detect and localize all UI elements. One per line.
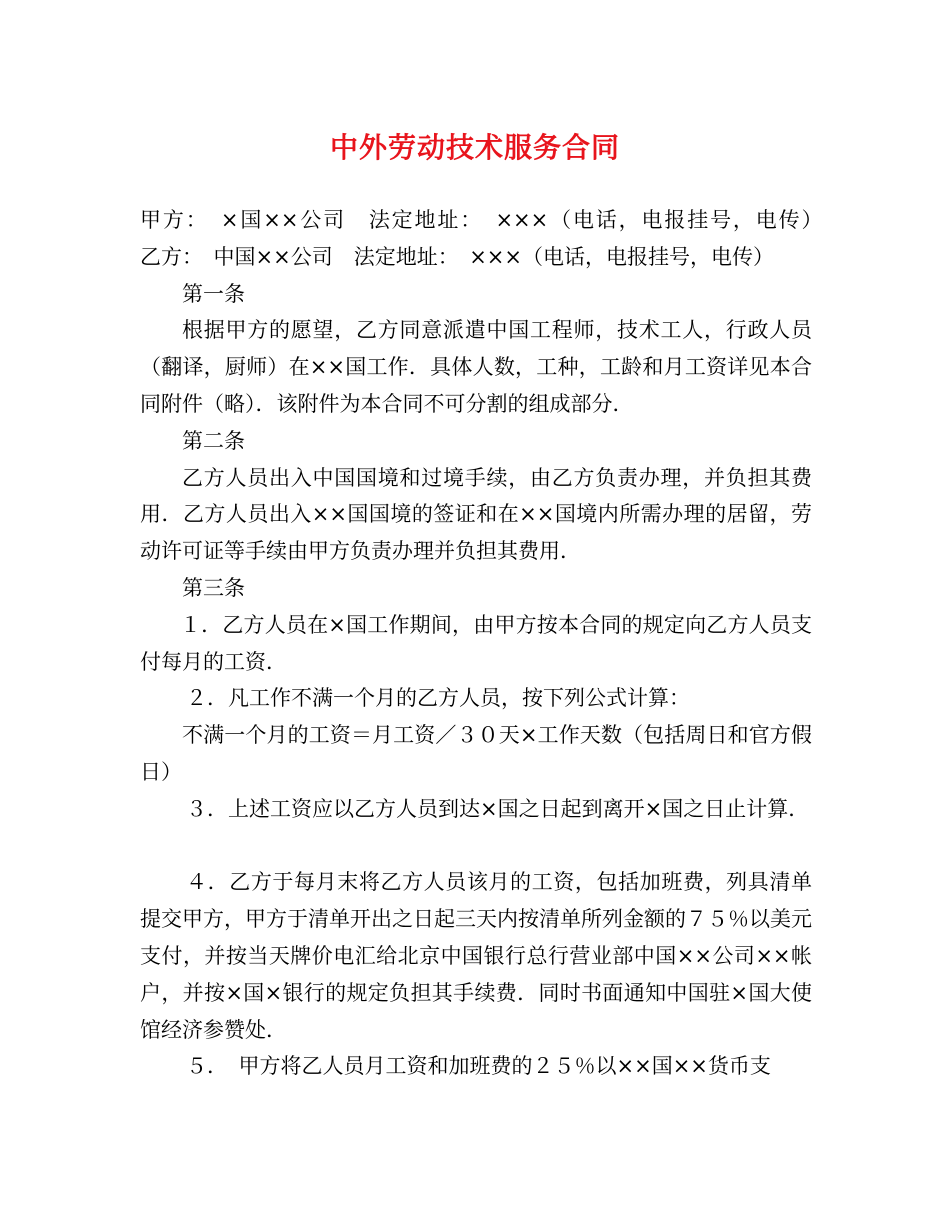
document-body — [140, 202, 854, 1085]
article1-heading: 第一条 — [182, 281, 245, 306]
article3-item2: ２．凡工作不满一个月的乙方人员，按下列公式计算： — [186, 686, 690, 711]
document-title: 中外劳动技术服务合同 — [329, 131, 620, 164]
paragraph-gap — [140, 828, 812, 865]
article2-text: 乙方人员出入中国国境和过境手续，由乙方负责办理，并负担其费用．乙方人员出入××国国境的签证和在××国境内所需办理的居留，劳动许可证等手续由甲方负责办理并负担其费用． — [140, 465, 812, 564]
article3-item4: ４．乙方于每月末将乙方人员该月的工资，包括加班费，列具清单提交甲方，甲方于清单开出之日起三天内按清单所列金额的７５％以美元支付，并按当天牌价电汇给北京中国银行总行营业部中国××公司××帐户，并按×国×银行的规定负担其手续费．同时书面通知中国驻×国大使馆经济参赞处． — [140, 870, 812, 1042]
parties-paragraph: 甲方： ×国××公司 法定地址： ×××（电话，电报挂号，电传） 乙方： 中国××公司 法定地址： ×××（电话，电报挂号，电传） — [140, 208, 854, 269]
article2-heading: 第二条 — [182, 428, 245, 453]
article3-item1: １．乙方人员在×国工作期间，由甲方按本合同的规定向乙方人员支付每月的工资． — [140, 612, 812, 674]
article3-formula: 不满一个月的工资＝月工资／３０天×工作天数（包括周日和官方假日） — [140, 723, 812, 784]
article1-text: 根据甲方的愿望，乙方同意派遣中国工程师，技术工人，行政人员（翻译，厨师）在××国工作．具体人数，工种，工龄和月工资详见本合同附件（略）．该附件为本合同不可分割的组成部分． — [140, 318, 812, 416]
article3-item5: ５． 甲方将乙人员月工资和加班费的２５％以××国××货币支 — [186, 1054, 771, 1079]
article3-item3: ３．上述工资应以乙方人员到达×国之日起到离开×国之日止计算． — [186, 796, 810, 821]
article3-heading: 第三条 — [182, 575, 245, 600]
